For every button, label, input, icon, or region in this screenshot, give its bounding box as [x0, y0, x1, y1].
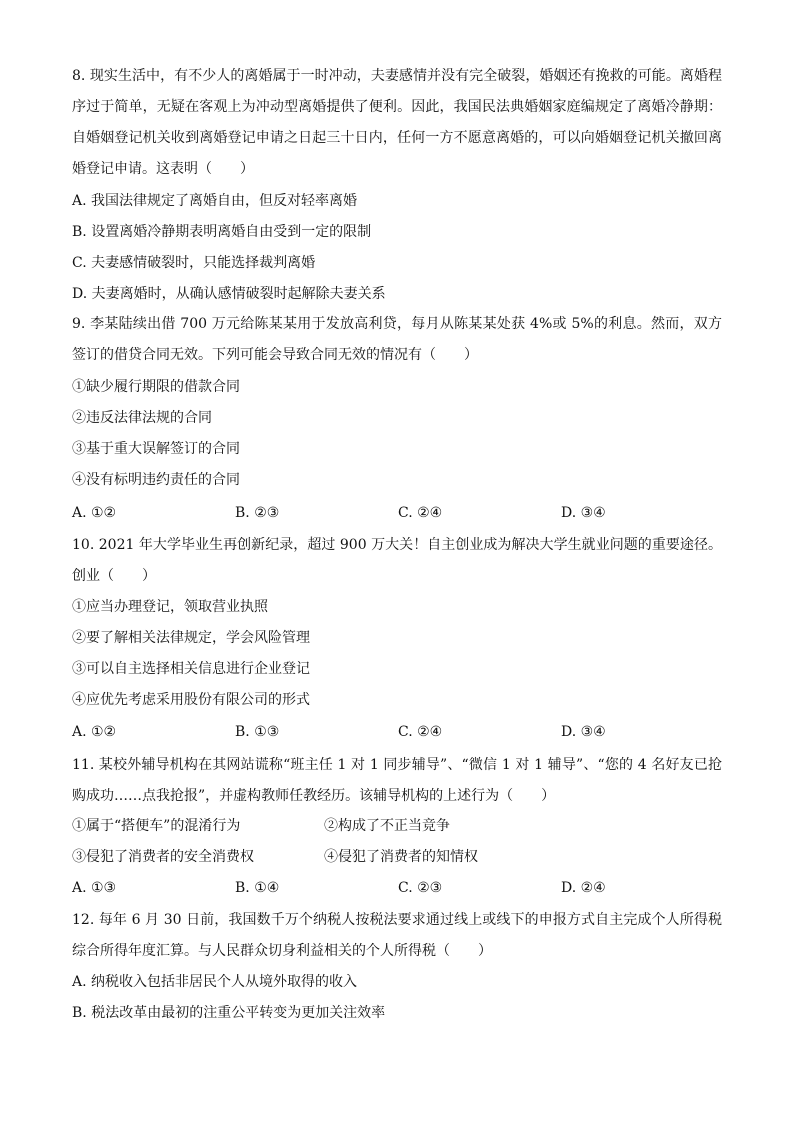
question-8-option-d: D. 夫妻离婚时，从确认感情破裂时起解除夫妻关系: [72, 286, 386, 302]
question-10-option-c: C. ②④: [398, 724, 443, 740]
question-12-option-a: A. 纳税收入包括非居民个人从境外取得的收入: [72, 974, 358, 990]
question-11-option-a: A. ①③: [72, 880, 117, 896]
question-11-item-4: ④侵犯了消费者的知情权: [324, 849, 478, 865]
question-8-option-a: A. 我国法律规定了离婚自由，但反对轻率离婚: [72, 193, 358, 209]
question-10-option-b: B. ①③: [235, 724, 280, 740]
question-8-option-b: B. 设置离婚冷静期表明离婚自由受到一定的限制: [72, 224, 372, 240]
question-10-options: [72, 722, 722, 742]
question-11-item-3: ③侵犯了消费者的安全消费权: [72, 849, 254, 865]
question-10-option-d: D. ③④: [561, 724, 606, 740]
question-10-item-2: ②要了解相关法律规定，学会风险管理: [72, 630, 310, 646]
question-12-stem: 12. 每年 6 月 30 日前，我国数千万个纳税人按税法要求通过线上或线下的申报方式自主完成个人所得税综合所得年度汇算。与人民群众切身利益相关的个人所得税（ ）: [72, 912, 722, 959]
question-9-item-4: ④没有标明违约责任的合同: [72, 472, 240, 488]
question-11-item-2: ②构成了不正当竞争: [324, 818, 450, 834]
question-9-options: [72, 503, 722, 523]
question-10-item-3: ③可以自主选择相关信息进行企业登记: [72, 661, 310, 677]
question-11-option-c: C. ②③: [398, 880, 443, 896]
question-10-stem: 10. 2021 年大学毕业生再创新纪录，超过 900 万大关！自主创业成为解决大学生就业问题的重要途径。创业（ ）: [72, 537, 722, 584]
question-10-item-4: ④应优先考虑采用股份有限公司的形式: [72, 692, 310, 708]
question-9-item-2: ②违反法律法规的合同: [72, 410, 212, 426]
question-9-stem: 9. 李某陆续出借 700 万元给陈某某用于发放高利贷，每月从陈某某处获 4%或 5%的利息。然而，双方签订的借贷合同无效。下列可能会导致合同无效的情况有（ ）: [72, 316, 722, 363]
question-9-option-b: B. ②③: [235, 505, 280, 521]
question-11-options: [72, 878, 722, 898]
question-8-option-c: C. 夫妻感情破裂时，只能选择裁判离婚: [72, 255, 316, 271]
question-10-item-1: ①应当办理登记，领取营业执照: [72, 599, 268, 615]
question-9-item-1: ①缺少履行期限的借款合同: [72, 379, 240, 395]
question-9-option-d: D. ③④: [561, 505, 606, 521]
question-11-stem: 11. 某校外辅导机构在其网站谎称“班主任 1 对 1 同步辅导”、“微信 1 对 1 辅导”、“您的 4 名好友已抢购成功……点我抢报”，并虚构教师任教经历。该辅导机构的上述行为（ ）: [72, 757, 722, 804]
question-10-option-a: A. ①②: [72, 724, 117, 740]
question-9-option-c: C. ②④: [398, 505, 443, 521]
question-11-option-b: B. ①④: [235, 880, 280, 896]
question-11-item-1: ①属于“搭便车”的混淆行为: [72, 818, 241, 834]
question-11-items-row-1: [72, 816, 722, 836]
question-11-items-row-2: [72, 847, 722, 867]
question-9-option-a: A. ①②: [72, 505, 117, 521]
question-9-item-3: ③基于重大误解签订的合同: [72, 441, 240, 457]
question-8-stem: 8. 现实生活中，有不少人的离婚属于一时冲动，夫妻感情并没有完全破裂，婚姻还有挽救的可能。离婚程序过于简单，无疑在客观上为冲动型离婚提供了便利。因此，我国民法典婚姻家庭编规定了离婚冷静期：自婚姻登记机关收到离婚登记申请之日起三十日内，任何一方不愿意离婚的，可以向婚姻登记机关撤回离婚登记申请。这表明（ ）: [72, 68, 722, 177]
question-12-option-b: B. 税法改革由最初的注重公平转变为更加关注效率: [72, 1005, 386, 1021]
question-11-option-d: D. ②④: [561, 880, 606, 896]
